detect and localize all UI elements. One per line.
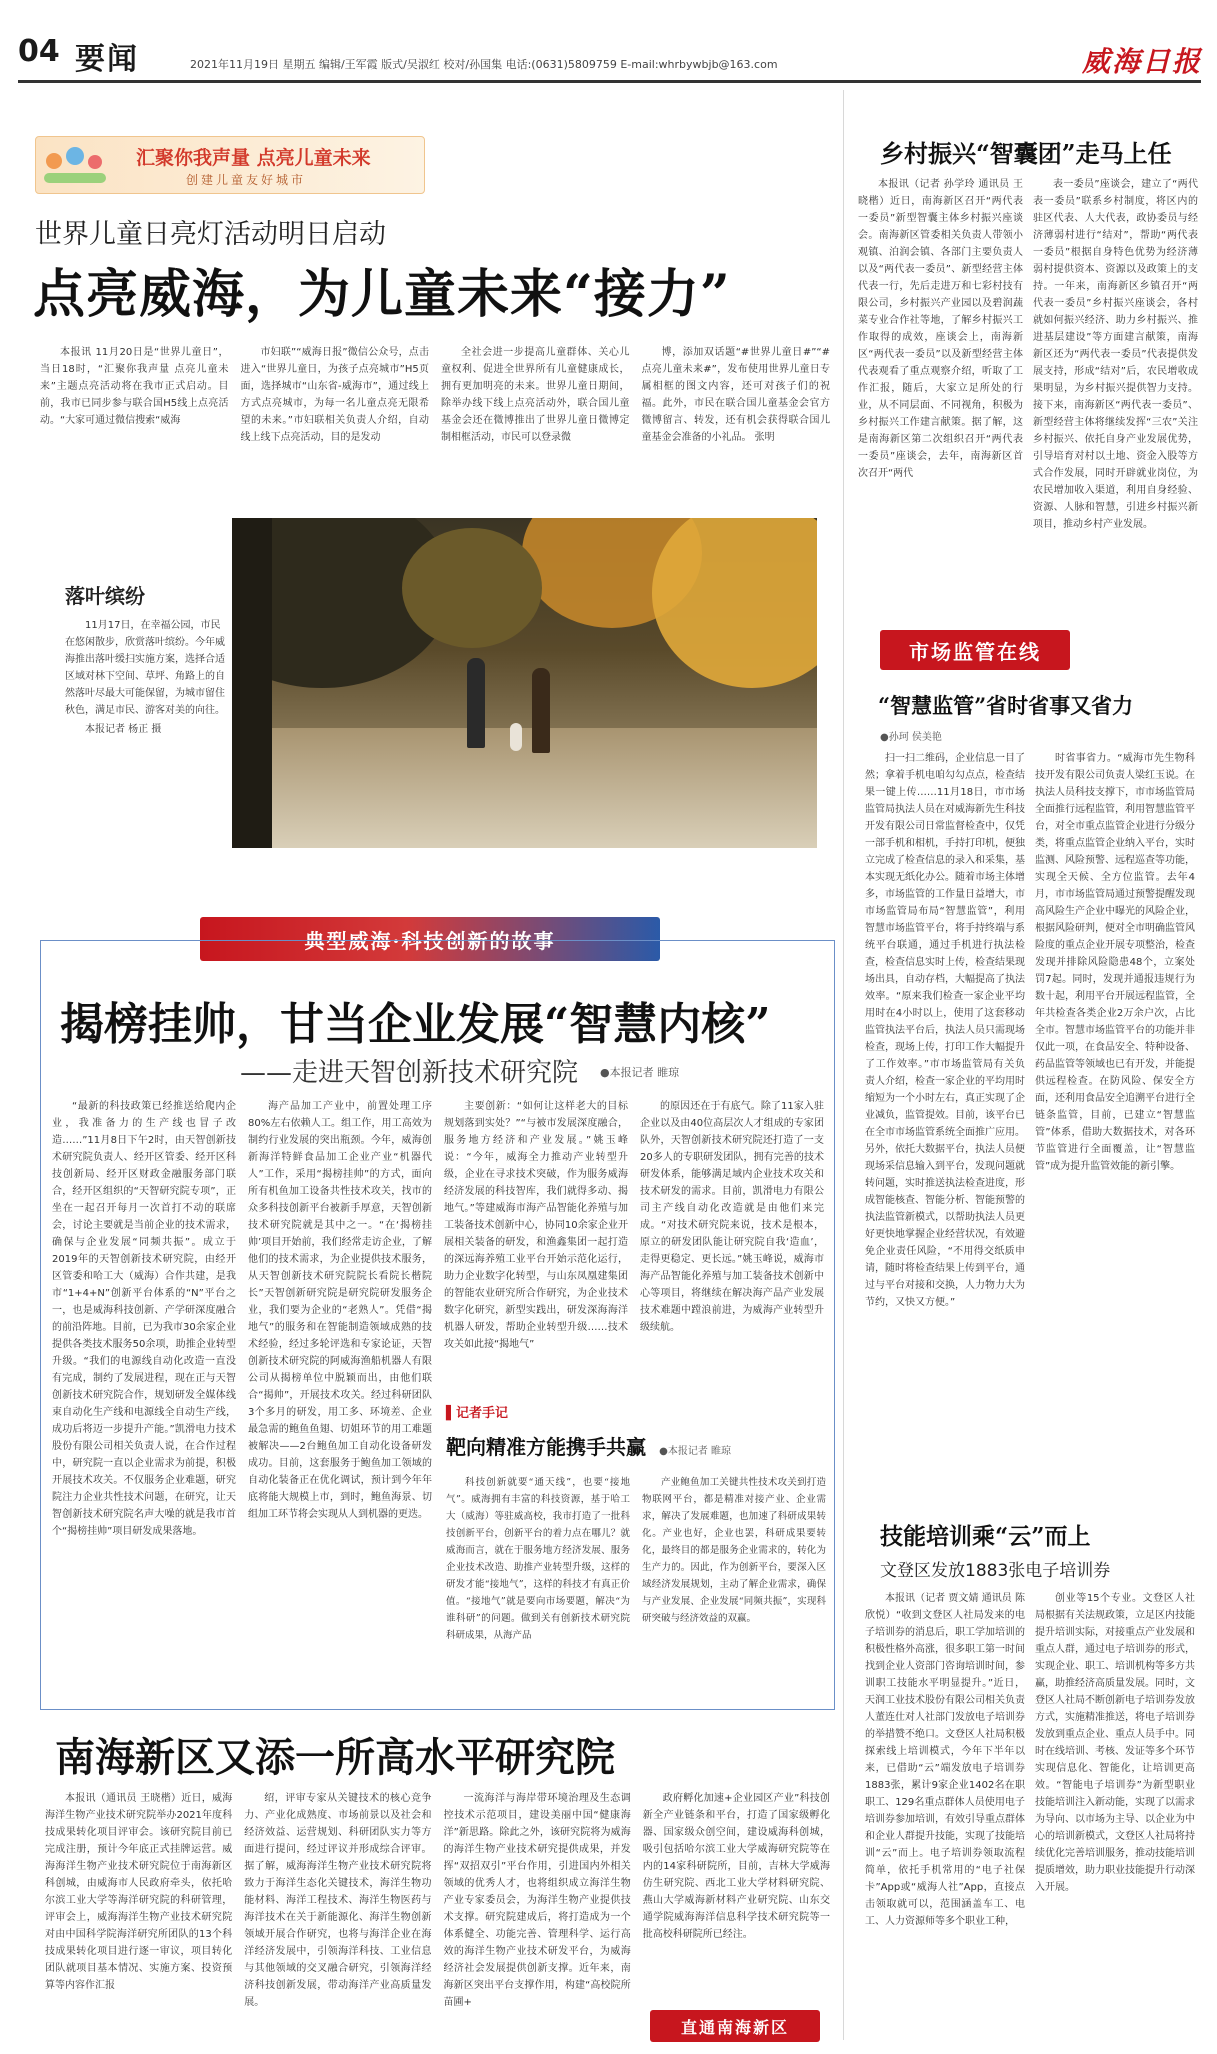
lead-subtitle: 世界儿童日亮灯活动明日启动 [35, 219, 386, 250]
lead-col-1: 本报讯 11月20日是“世界儿童日”，当日18时，“汇聚你我声量 点亮儿童未来”主题点亮活动将在我市正式启动。目前，我市已同步参与联合国H5线上点亮活动。“大家可通过微信搜索“威海 [40, 347, 229, 426]
market-col-2: 时省事省力。“威海市先生物科技开发有限公司负责人梁红玉说。在执法人员科技支撑下，市市场监管局全面推行远程监管，利用智慧监管平台，对全市重点监管企业进行分级分类，将重点监管企业纳入平台，实时监测、风险预警、远程巡查等功能，实现全天候、全方位监管。去年4月，市市场监管局通过预警提醒发现高风险生产企业中曝光的风险企业，根据风险研判，便对全市明确监管风险度的重点企业开展专项整治，检查发现并排除风险隐患48个，立案处罚7起。同时，发现并通报违规行为数十起，利用平台开展远程监管，全年共检查各类企业2万余户次，占比全市。智慧市场监管平台的功能并非仅此一项，在食品安全、特种设备、药品监管等领域也已有开发，并能提供远程检查。在防风险、保安全方面，还利用食品安全追溯平台进行全链条监管，目前，已建立“智慧监管”体系，借助大数据技术，对各环节监管进行全面覆盖，让“智慧监管”成为提升监管效能的新引擎。 [1035, 753, 1195, 1172]
market-banner [880, 630, 1070, 670]
feature-col-3: 主要创新：“如何让这样老大的目标规划落到实处？”“与被市发展深度融合，服务地方经济和产业发展。”姚玉峰说：“今年，威海全力推动产业转型升级，企业在寻求技术突破，作为服务威海经济发展的科技智库，我们就得多动、揭地气。”等建威海市海产品智能化养殖与加工装备技术创新中心，协同10余家企业开展相关装备的研发，和渔鑫集团一起打造的深远海养殖工业平台开始示范化运行，助力企业数字化转型，与山东凤凰建集团的智能农业研究所合作研究，为企业技术数字化研究，新型实践出，研发深海海洋机器人研发，帮助企业转型升级……技术攻关如此接“揭地气” [444, 1101, 628, 1350]
bottom-col-3: 一流海洋与海岸带环境治理及生态调控技术示范项目，建设美丽中国“健康海洋”新思路。除此之外，该研究院将为威海的海洋生物产业技术研究提供成果，并发挥“双招双引”平台作用，引进国内外相关领域的优秀人才，也将组织成立海洋生物产业专家委员会，为海洋生物产业提供技术支撑。研究院建成后，将打造成为一个体系健全、功能完善、管理科学、运行高效的海洋生物产业技术研发平台，为威海经济社会发展提供创新支撑。近年来，南海新区突出平台支撑作用，构建“高校院所苗圃+ [443, 1793, 631, 2008]
photo-caption-body: 11月17日，在幸福公园，市民在悠闲散步，欣赏落叶缤纷。今年威海推出落叶缓扫实施方案，选择合适区域对林下空间、草坪、角路上的自然落叶尽最大可能保留，为城市留住秋色，满足市民、游客对美的向往。 [65, 620, 225, 716]
news-photo [232, 518, 817, 848]
masthead-logo: 威海日报 [1082, 45, 1203, 78]
feature-title: 揭榜挂帅，甘当企业发展“智慧内核” [60, 999, 771, 1050]
photo-credit: 本报记者 杨正 摄 [85, 724, 162, 735]
section-name: 要闻 [75, 42, 139, 77]
feature-byline: ●本报记者 睢琼 [600, 1066, 680, 1079]
skills-body [865, 1590, 1195, 2045]
skills-col-1: 本报讯（记者 贾文婧 通讯员 陈欣悦）“收到文登区人社局发来的电子培训券的消息后，职工学加培训的积极性格外高涨，很多职工第一时间找到企业人资部门咨询培训时间，参训职工技能水平明显提升。”近日，天润工业技术股份有限公司相关负责人董连仕对人社部门发放电子培训券的举措赞不绝口。文登区人社局积极探索线上培训模式，今年下半年以来，已借助“云”端发放电子培训券1883张，累计9家企业1402名在职职工、129名重点群体人员使用电子培训券参加培训，有效引导重点群体和企业人群提升技能，实现了技能培训“云”而上。电子培训券领取流程简单，依托手机常用的“电子社保卡”App或“威海人社”App，直接点击领取就可以，范围涵盖车工、电工、人力资源师等多个职业工种， [865, 1593, 1025, 1927]
feature-col-2: 海产品加工产业中，前置处理工序80%左右依赖人工。组工作，用工高效为制约行业发展的突出瓶颈。今年，威海创新海洋特鲜食品加工企业产业“机器代人”工作，采用“揭榜挂帅”的方式，面向所有机鱼加工设备共性技术攻关，找市的众多科技创新平台被新手厚意，天智创新技术研究院就是其中之一。“在‘揭榜挂帅’项目开始前，我们经常走访企业，了解他们的技术需求，为企业提供技术服务，从天智创新技术研究院院长看院长楷院长”天智创新研究院是研究院研发服务企业，我们要为企业的“老熟人”。凭借“揭地气”的服务和在智能制造领域成熟的技术经验，经过多轮评选和专家论证，天智创新技术研究院的阿威海渔船机器人有限公司从揭榜单位中脱颖而出，由他们联合“揭帅”，开展技术攻关。经过科研团队3个多月的研发，用工多、环境差、企业最急需的鲍鱼鱼翅、切姐环节的用工难题被解决——2台鲍鱼加工自动化设备研发成功。目前，这套服务于鲍鱼加工领域的自动化装备正在优化调试，预计到今年年底将能大规模上市，到时，鲍鱼海景、切组加工环节将会实现从人到机器的更迭。 [248, 1101, 432, 1520]
column-divider [843, 90, 844, 2040]
feature-col-4: 的原因还在于有底气。除了11家入驻企业以及由40位高层次人才组成的专家团队外，天智创新技术研究院还打造了一支20多人的专职研发团队，拥有完善的技术研发体系，能够满足域内企业技术攻关和技术研发的需求。目前，凯滑电力有限公司主产线自动化改造就是由他们来完成。“对技术研究院来说，技术是根本，原立的研发团队能让研究院自我‘造血’，走得更稳定、更长远。”姚玉峰说，威海市海产品智能化养殖与加工装备技术创新中心等项目，将继续在解决海产品产业发展技术难题中蹚浪前进，为威海产业转型升级续航。 [640, 1101, 824, 1333]
reporter-note-byline: ●本报记者 睢琼 [659, 1446, 731, 1457]
lead-col-3: 全社会进一步提高儿童群体、关心儿童权利、促进全世界所有儿童健康成长，拥有更加明亮的未来。世界儿童日期间，除举办线下线上点亮活动外，联合国儿童基金会还在微博推出了世界儿童日微博定制相框活动，市民可以登录微 [441, 347, 630, 443]
header-rule [18, 80, 1201, 83]
photo-caption-title: 落叶缤纷 [65, 584, 145, 608]
lead-col-4: 博，添加双话题“#世界儿童日#”“#点亮儿童未来#”，发布使用世界儿童日专属相框的图文内容，还可对孩子们的祝福。此外，市民在联合国儿童基金会官方微博留言、转发，还有机会获得联合国儿童基金会准备的小礼品。 张明 [641, 347, 830, 443]
reporter-note [446, 1402, 826, 1702]
campaign-banner-sub: 创建儿童友好城市 [186, 173, 307, 187]
reporter-note-col-2: 产业鲍鱼加工关键共性技术攻关到打造物联网平台，都是精准对接产业、企业需求，解决了发展难题，也加速了科研成果转化。产业也好，企业也罢，科研成果要转化，最终目的都是服务企业需求的，转化为生产力的。因此，作为创新平台，要深入区域经济发展规划，主动了解企业需求，确保与产业发展、企业发展“同频共振”，实现科研突破与经济效益的双赢。 [642, 1477, 826, 1624]
reporter-note-tag: ▌记者手记 [446, 1406, 509, 1421]
lead-col-2: 市妇联”“威海日报”微信公众号，点击进入“世界儿童日，为孩子点亮城市”H5页面，选择城市“山东省-威海市”，通过线上方式点亮城市，为每一名儿童点亮无限希望的未来。”市妇联相关负责人介绍，自动线上线下点亮活动，目的是发动 [240, 347, 429, 443]
bottom-col-4: 政府孵化加速+企业园区产业”科技创新全产业链条和平台，打造了国家级孵化器、国家级众创空间，建设威海科创城，吸引包括哈尔滨工业大学威海研究院等在内的14家科研院所，目前，吉林大学威海仿生研究院、西北工业大学材料研究院、燕山大学威海新材料产业研究院、山东交通学院威海海洋信息科学技术研究院等一批高校科研院所已经注。 [642, 1793, 830, 1940]
right-top-title: 乡村振兴“智囊团”走马上任 [880, 139, 1172, 168]
bottom-col-2: 绍，评审专家从关键技术的核心竞争力、产业化成熟度、市场前景以及社会和经济效益、运营规划、科研团队实力等方面进行提问，经过评议并形成综合评审。据了解，威海海洋生物产业技术研究院将致力于海洋生态化关键技术，海洋生物功能材料、海洋工程技术、海洋生物医药与海洋技术在关于新能源化、海洋生物创新领域开展合作研究，也将与海洋企业在海洋经济发展中，引领海洋科技、工业信息与其他领域的交叉融合研究，引领海洋经济科技创新发展，带动海洋产业高质量发展。 [244, 1793, 432, 2008]
right-top-col-1: 本报讯（记者 孙学玲 通讯员 王晓楷）近日，南海新区召开“两代表一委员”新型智囊主体乡村振兴座谈会。南海新区管委相关负责人带领小观镇、泊润会镇、各部门主要负责人以及“两代表一委员”、新型经营主体代表一行，先后走进万和七彩村技有限公司，乡村振兴产业园以及碧润蔬菜专业合作社等地，了解乡村振兴工作取得的成效，座谈会上，南海新区“两代表一委员”以及新型经营主体代表观看了重点观察介绍，听取了工作汇报，随后，大家立足所处的行业，从不同层面、不同视角，积极为乡村振兴工作建言献策。据了解，这是南海新区第二次组织召开“两代表一委员”座谈会，去年，南海新区首次召开“两代 [858, 179, 1023, 479]
feature-banner-text: 典型威海·科技创新的故事 [304, 928, 556, 953]
header-meta: 2021年11月19日 星期五 编辑/王军霞 版式/吴淑红 校对/孙国集 电话:(0631)5809759 E-mail:whrbywbjb@163.com [190, 58, 778, 71]
right-top-col-2: 表一委员”座谈会，建立了“两代表一委员”联系乡村制度，将区内的驻区代表、人大代表，政协委员与经济薄弱村进行“结对”，帮助“两代表一委员”根据自身特色优势为经济薄弱村提供资本、资源以及政策上的支持。一年来，南海新区乡镇召开“两代表一委员”乡村振兴座谈会，各村就如何振兴经济、助力乡村振兴、推进基层建设”等方面建言献策，南海新区还为“两代表一委员”代表提供发展支持，形成“结对”后，农民增收成果明显，为乡村振兴提供智力支持。接下来，南海新区“两代表一委员”、新型经营主体将继续发挥“三农”关注乡村振兴、依托自身产业发展优势，引导培育对村以土地、资金入股等方式合作发展，同时开辟就业岗位，为农民增加收入渠道，利用自身经验、资源、人脉和智慧，引进乡村振兴新项目，推动乡村产业发展。 [1033, 179, 1198, 530]
market-banner-text: 市场监管在线 [909, 639, 1041, 664]
market-col-1: 扫一扫二维码，企业信息一目了然；拿着手机电咱勾勾点点，检查结果一键上传……11月18日，市市场监管局执法人员在对威海新先生科技开发有限公司日常监督检查中，仅凭一部手机和相机，手持打印机，便独立完成了检查信息的录入和采集，基本实现无纸化办公。随着市场主体增多，市场监管的工作量日益增大，市市场监管局布局“智慧监管”，利用智慧市场监管平台，将手持终端与系统平台联通，通过手机进行执法检查，检查信息实时上传，检查结果现场出具，自动存档，大幅提高了执法效率。“原来我们检查一家企业平均用时在4小时以上，使用了这套移动监管执法平台后，执法人员只需现场检查，现场上传，打印工作大幅提升了工作效率。”市市场监管局有关负责人介绍，检查一家企业的平均用时缩短为一个小时左右，真正实现了企业减负，监管提效。目前，该平台已在全市市场监管系统全面推广应用。另外，依托大数据平台，执法人员便现场采信息输入到平台，发现问题就转问题，实时推送执法检查进度，形成智能核查、智能分析、智能预警的执法监管新模式，以帮助执法人员更好更快地掌握企业经营状况，有效避免企业责任风险，“不用得交纸质申请，随时将检查结果上传到平台，通过与平台对接和交换，人力物力大为节约，又快又方便。” [865, 753, 1025, 1308]
nanhai-tag-text: 直通南海新区 [680, 2017, 789, 2037]
campaign-banner-main: 汇聚你我声量 点亮儿童未来 [136, 147, 371, 169]
bottom-col-1: 本报讯（通讯员 王晓楷）近日，威海海洋生物产业技术研究院举办2021年度科技成果转化项目评审会。该研究院目前已完成注册，预计今年底正式挂牌运营。威海海洋生物产业技术研究院位于南海新区科创城，由威海市人民政府牵头，依托哈尔滨工业大学等海洋研究院的科研管理，评审会上，威海海洋生物产业技术研究院对由中国科学院海洋研究所团队的13个科技成果转化项目进行逐一审议，项目转化团队就项目基本情况、实施方案、投资预算等内容作汇报 [45, 1793, 233, 1991]
bottom-title: 南海新区又添一所高水平研究院 [55, 1734, 615, 1781]
market-title: “智慧监管”省时省事又省力 [878, 693, 1134, 718]
market-body [865, 750, 1195, 1510]
reporter-note-col-1: 科技创新就要“通天线”，也要“接地气”。威海拥有丰富的科技资源，基于哈工大（威海）等驻威高校，我市打造了一批科技创新平台，创新平台的着力点在哪儿？就威海而言，就在于服务地方经济发展、服务企业技术改造、助推产业转型升级，这样的研发才能“接地气”，这样的科技才有真正价值。“接地气”就是要向市场要题，解决“为谁科研”的问题。做到关有创新技术研究院科研成果，从海产品 [446, 1477, 630, 1641]
market-byline: ●孙珂 侯美艳 [880, 732, 942, 743]
skills-subtitle: 文登区发放1883张电子培训券 [880, 1561, 1111, 1581]
skills-title: 技能培训乘“云”而上 [880, 1523, 1091, 1550]
reporter-note-title: 靶向精准方能携手共赢 [446, 1435, 646, 1459]
skills-col-2: 创业等15个专业。文登区人社局根据有关法规政策，立足区内技能提升培训实际，对接重点产业发展和重点人群，通过电子培训券的形式，实现企业、职工、培训机构等多方共赢，助推经济高质量发展。同时，文登区人社局不断创新电子培训券发放方式，实施精准推送，将电子培训券发放到重点企业、重点人员手中。同时在线培训、考核、发证等多个环节实现信息化、智能化，让培训更高效。“智能电子培训券”为新型职业技能培训注入新动能，实现了以需求为导向、以市场为主导、以企业为中心的培训新模式，文登区人社局将持续优化完善培训服务，推动技能培训提质增效，助力职业技能提升行动深入开展。 [1035, 1593, 1195, 1893]
bottom-body [45, 1790, 830, 2040]
nanhai-tag [650, 2010, 820, 2042]
lead-title: 点亮威海，为儿童未来“接力” [33, 264, 731, 325]
right-top-body [858, 176, 1198, 596]
feature-subtitle: ——走进天智创新技术研究院 [240, 1058, 579, 1088]
photo-caption-box [65, 580, 225, 820]
campaign-banner [35, 136, 425, 194]
children-illustration [42, 143, 112, 189]
feature-col-1: “最新的科技政策已经推送给爬内企业，我准备力的生产线也冒子改造……”11月8日下午2时，由天智创新技术研究院负责人、经开区管委、经开区科技创新局、经开区财政金融服务部门联合，经开区组织的“天智研究院专项”，正坐在一起召开每月一次首打不动的联席会，讨论主要就是当前企业的技术需求，确保与企业发展“同频共振”。成立于2019年的天智创新技术研究院，由经开区管委和哈工大（威海）合作共建，是我市“1+4+N”创新平台体系的“N”平台之一，也是威海科技创新、产学研深度融合的前沿阵地。目前，已为我市30余家企业提供各类技术服务50余项，助推企业转型升级。“我们的电源线自动化改造一直没有完成，制约了发展进程，现在正与天智创新技术研究院合作，规划研发全媒体线束自动化生产线和电源线全自动生产线，成功后将迈一步提升产能。”凯滑电力技术股份有限公司相关负责人说，在合作过程中，研究院一直以企业需求为前提，积极开展技术攻关。不仅服务企业难题，研究院注力企业共性技术问题，在研究，让天智创新技术研究院名声大噪的就是我市首个“揭榜挂帅”项目研发成果落地。 [52, 1101, 236, 1537]
lead-body [40, 344, 830, 482]
page-number: 04 [18, 34, 60, 69]
